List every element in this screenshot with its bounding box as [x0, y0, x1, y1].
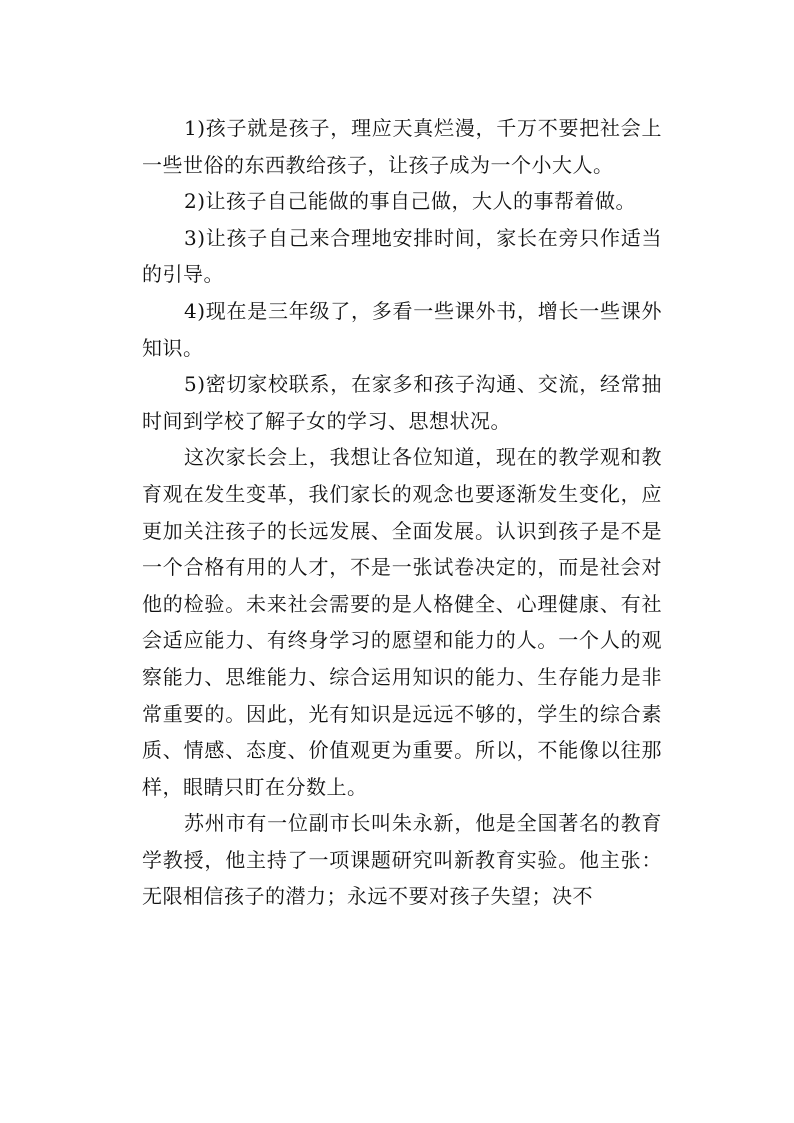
paragraph-5: 5)密切家校联系，在家多和孩子沟通、交流，经常抽时间到学校了解子女的学习、思想状况。: [142, 372, 662, 433]
paragraph-6: 这次家长会上，我想让各位知道，现在的教学观和教育观在发生变革，我们家长的观念也要逐渐发生变化，应更加关注孩子的长远发展、全面发展。认识到孩子是不是一个合格有用的人才，不是一张试卷决定的，而是社会对他的检验。未来社会需要的是人格健全、心理健康、有社会适应能力、有终身学习的愿望和能力的人。一个人的观察能力、思维能力、综合运用知识的能力、生存能力是非常重要的。因此，光有知识是远远不够的，学生的综合素质、情感、态度、价值观更为重要。所以，不能像以往那样，眼睛只盯在分数上。: [142, 445, 662, 799]
paragraph-3: 3)让孩子自己来合理地安排时间，家长在旁只作适当的引导。: [142, 225, 662, 287]
paragraph-2: 2)让孩子自己能做的事自己做，大人的事帮着做。: [184, 189, 637, 214]
paragraph-1: 1)孩子就是孩子，理应天真烂漫，千万不要把社会上一些世俗的东西教给孩子，让孩子成为一个小大人。: [142, 116, 662, 177]
paragraph-4: 4)现在是三年级了，多看一些课外书，增长一些课外知识。: [142, 298, 662, 360]
document-body: [142, 110, 662, 915]
paragraph-7: 苏州市有一位副市长叫朱永新，他是全国著名的教育学教授，他主持了一项课题研究叫新教育实验。他主张：无限相信孩子的潜力；永远不要对孩子失望；决不: [142, 811, 662, 909]
